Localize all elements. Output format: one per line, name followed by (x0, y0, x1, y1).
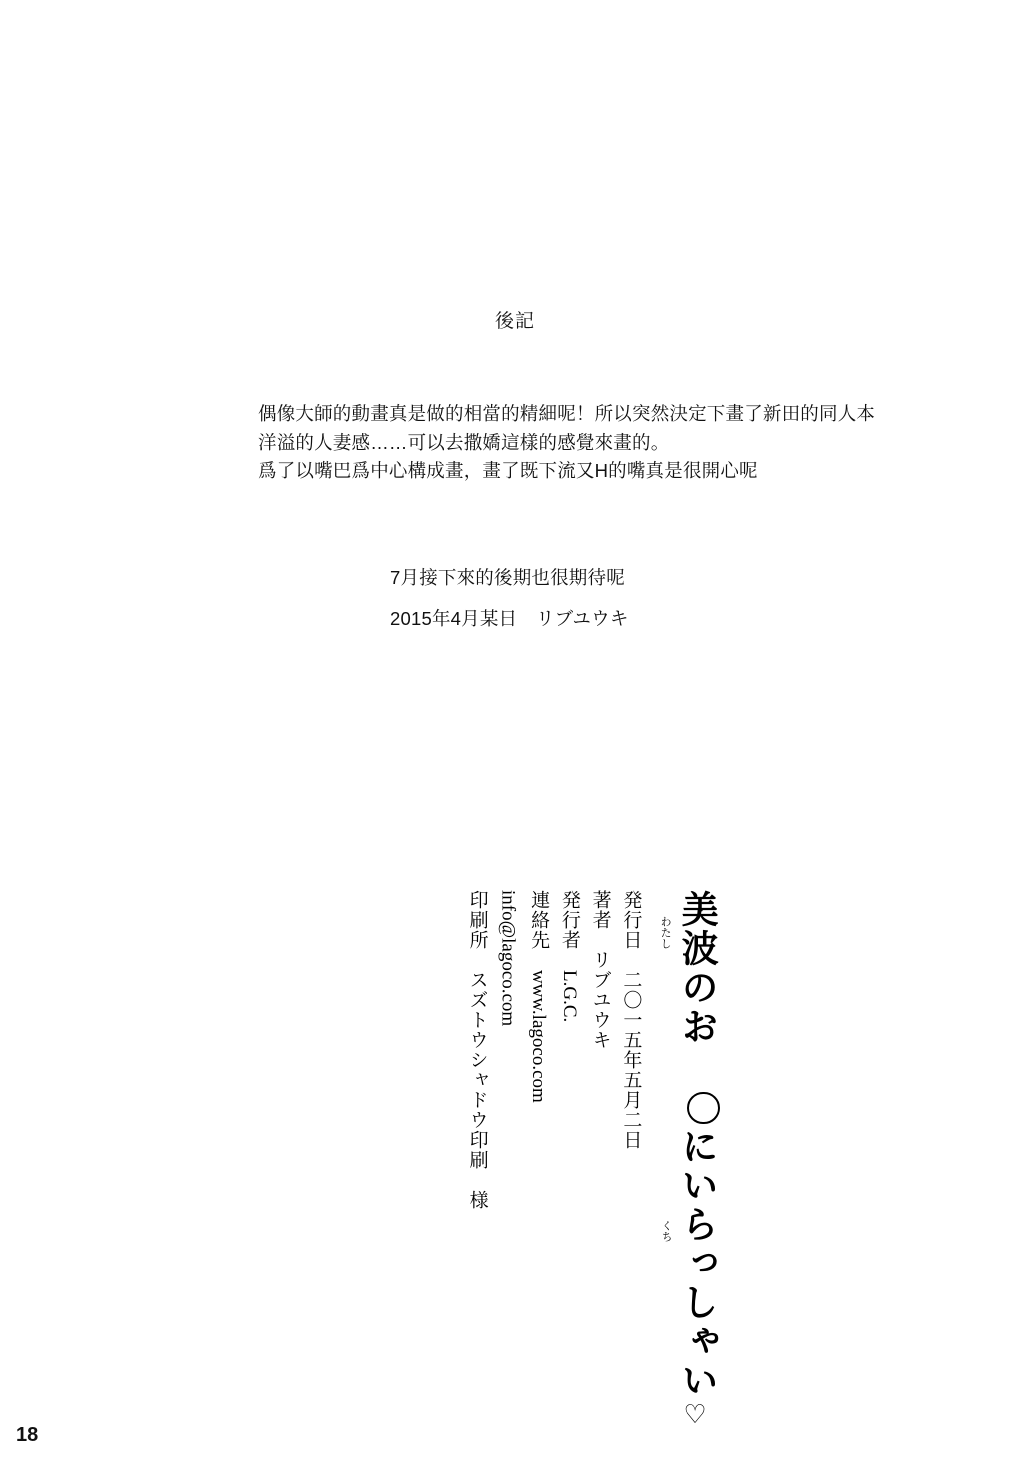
ruby-annotation-watashi: わたし (659, 916, 672, 949)
afterword-paragraph: 偶像大師的動畫真是做的相當的精細呢！所以突然決定下畫了新田的同人本 (258, 403, 876, 424)
colophon-credit-lines (465, 890, 643, 1210)
afterword-heading: 後記 (495, 311, 536, 332)
colophon-line-contact (526, 890, 550, 1103)
heart-icon: ♡ (681, 1400, 711, 1433)
ruby-annotation-kuchi: くち (660, 1220, 673, 1242)
colophon-line-author (588, 890, 612, 1050)
afterword-signature: 2015年4月某日 リブユウキ (390, 608, 629, 629)
colophon-title (659, 890, 720, 1433)
colophon-label: 著者 (589, 890, 611, 930)
colophon-line-publisher (557, 890, 581, 1022)
colophon-block (340, 890, 720, 1433)
colophon-value: 二〇一五年五月二日 (620, 970, 642, 1150)
colophon-line-contact-email (496, 890, 520, 1026)
colophon-value: スズトウシャドウ印刷 様 (466, 970, 488, 1210)
circle-icon (687, 1092, 720, 1125)
colophon-label: 発行者 (558, 890, 580, 950)
colophon-label: 連絡先 (528, 890, 550, 950)
afterword-paragraph: 爲了以嘴巴爲中心構成畫，畫了既下流又H的嘴真是很開心呢 (258, 460, 758, 482)
page-number: 18 (16, 1424, 39, 1446)
colophon-title-text-3: いらっしゃい (675, 1166, 717, 1401)
colophon-title-segment-1 (659, 890, 717, 1089)
colophon-value: L.G.C. (558, 970, 580, 1023)
afterword-paragraph: 洋溢的人妻感……可以去撒嬌這樣的感覺來畫的。 (258, 431, 670, 453)
colophon-line-printer (465, 890, 489, 1210)
colophon-title-text-1: 美波のお (675, 890, 717, 1046)
colophon-label: 発行日 (620, 890, 642, 950)
afterword-note (390, 563, 625, 593)
colophon-label: 印刷所 (466, 890, 488, 950)
colophon-title-circle-wrap (660, 1089, 716, 1242)
colophon-title-text-2: に (675, 1127, 717, 1167)
afterword-note-text: 7月接下來的後期也很期待呢 (390, 567, 625, 588)
colophon-value: info@lagoco.com (497, 890, 519, 1027)
afterword-body (258, 400, 958, 486)
colophon-line-publication-date (619, 890, 643, 1150)
colophon-value: リブユウキ (589, 950, 611, 1050)
colophon-value: www.lagoco.com (528, 970, 550, 1103)
